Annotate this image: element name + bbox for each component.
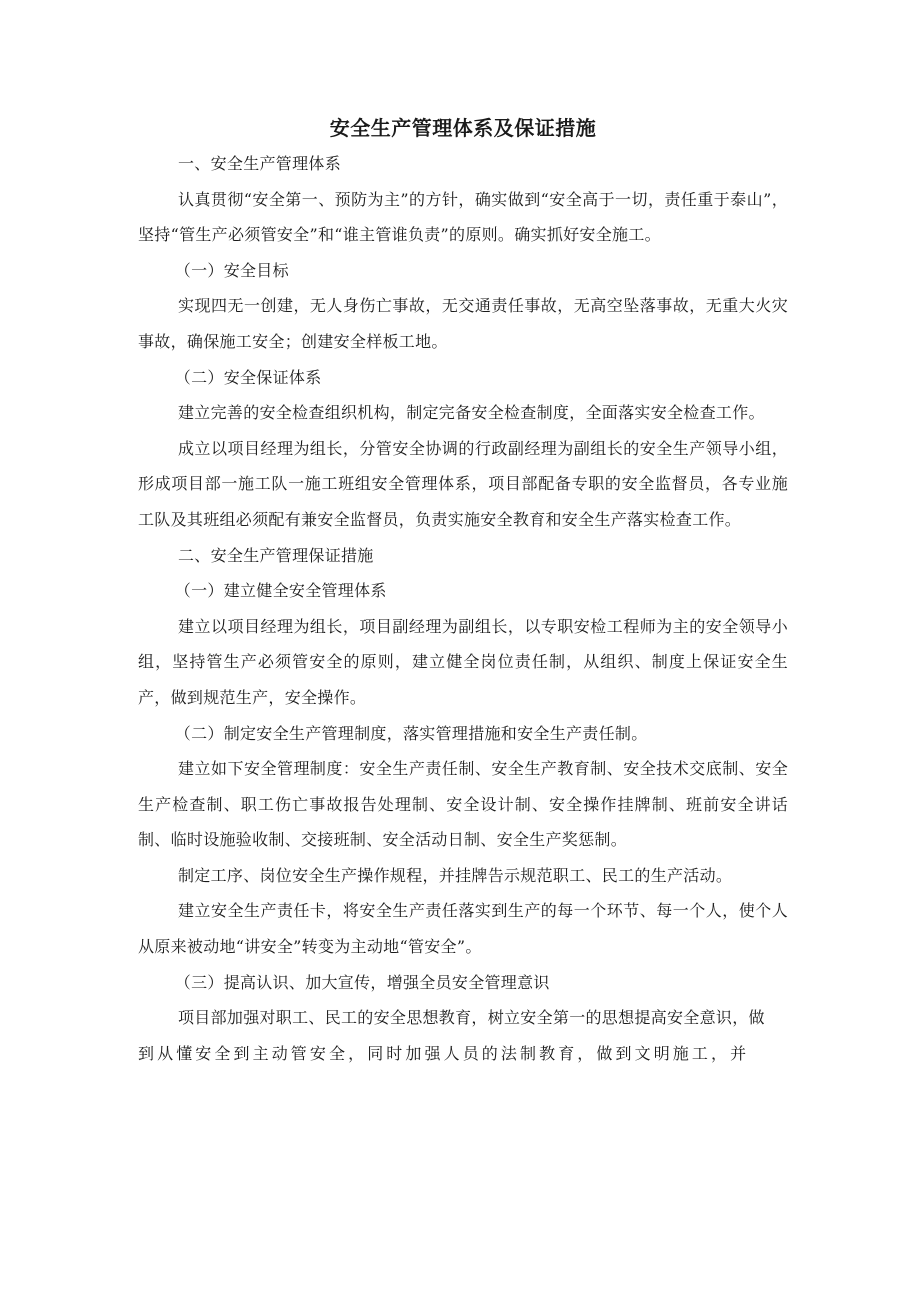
paragraph-safety-goal: 实现四无一创建，无人身伤亡事故，无交通责任事故，无高空坠落事故，无重大火灾事故，确保施工安全；创建安全样板工地。 <box>138 296 788 351</box>
paragraph-awareness-continued: 到从懂安全到主动管安全，同时加强人员的法制教育，做到文明施工，并 <box>138 1043 750 1063</box>
paragraph-leadership-group: 成立以项目经理为组长，分管安全协调的行政副经理为副组长的安全生产领导小组，形成项目部一施工队一施工班组安全管理体系，项目部配备专职的安全监督员，各专业施工队及其班组必须配有兼安全监督员，负责实施安全教育和安全生产落实检查工作。 <box>138 438 788 529</box>
paragraph-regulations-list: 建立如下安全管理制度：安全生产责任制、安全生产教育制、安全技术交底制、安全生产检查制、职工伤亡事故报告处理制、安全设计制、安全操作挂牌制、班前安全讲话制、临时设施验收制、交接班制、安全活动日制、安全生产奖惩制。 <box>138 759 788 850</box>
subheading-safety-goal: （一）安全目标 <box>174 260 289 280</box>
subheading-awareness: （三）提高认识、加大宣传，增强全员安全管理意识 <box>174 972 550 992</box>
subheading-guarantee-system: （二）安全保证体系 <box>174 367 322 387</box>
paragraph-management-system: 建立以项目经理为组长，项目副经理为副组长，以专职安检工程师为主的安全领导小组，坚持管生产必须管安全的原则，建立健全岗位责任制，从组织、制度上保证安全生产，做到规范生产，安全操作。 <box>138 616 788 707</box>
section-heading-1: 一、安全生产管理体系 <box>178 154 342 173</box>
subheading-regulations: （二）制定安全生产管理制度，落实管理措施和安全生产责任制。 <box>174 723 648 743</box>
paragraph-principle: 认真贯彻“安全第一、预防为主”的方针，确实做到“安全高于一切，责任重于泰山”，坚持“管生产必须管安全”和“谁主管谁负责”的原则。确实抓好安全施工。 <box>138 189 788 245</box>
document-page <box>138 114 788 1071</box>
paragraph-inspection-org: 建立完善的安全检查组织机构，制定完备安全检查制度，全面落实安全检查工作。 <box>178 403 765 423</box>
paragraph-awareness: 项目部加强对职工、民工的安全思想教育，树立安全第一的思想提高安全意识，做 <box>178 1008 765 1028</box>
subheading-management-system: （一）建立健全安全管理体系 <box>174 581 387 601</box>
paragraph-procedures: 制定工序、岗位安全生产操作规程，并挂牌告示规范职工、民工的生产活动。 <box>178 865 733 885</box>
paragraph-responsibility-card: 建立安全生产责任卡，将安全生产责任落实到生产的每一个环节、每一个人，使个人从原来被动地“讲安全”转变为主动地“管安全”。 <box>138 901 788 957</box>
document-title: 安全生产管理体系及保证措施 <box>329 116 597 140</box>
section-heading-2: 二、安全生产管理保证措施 <box>178 545 374 565</box>
